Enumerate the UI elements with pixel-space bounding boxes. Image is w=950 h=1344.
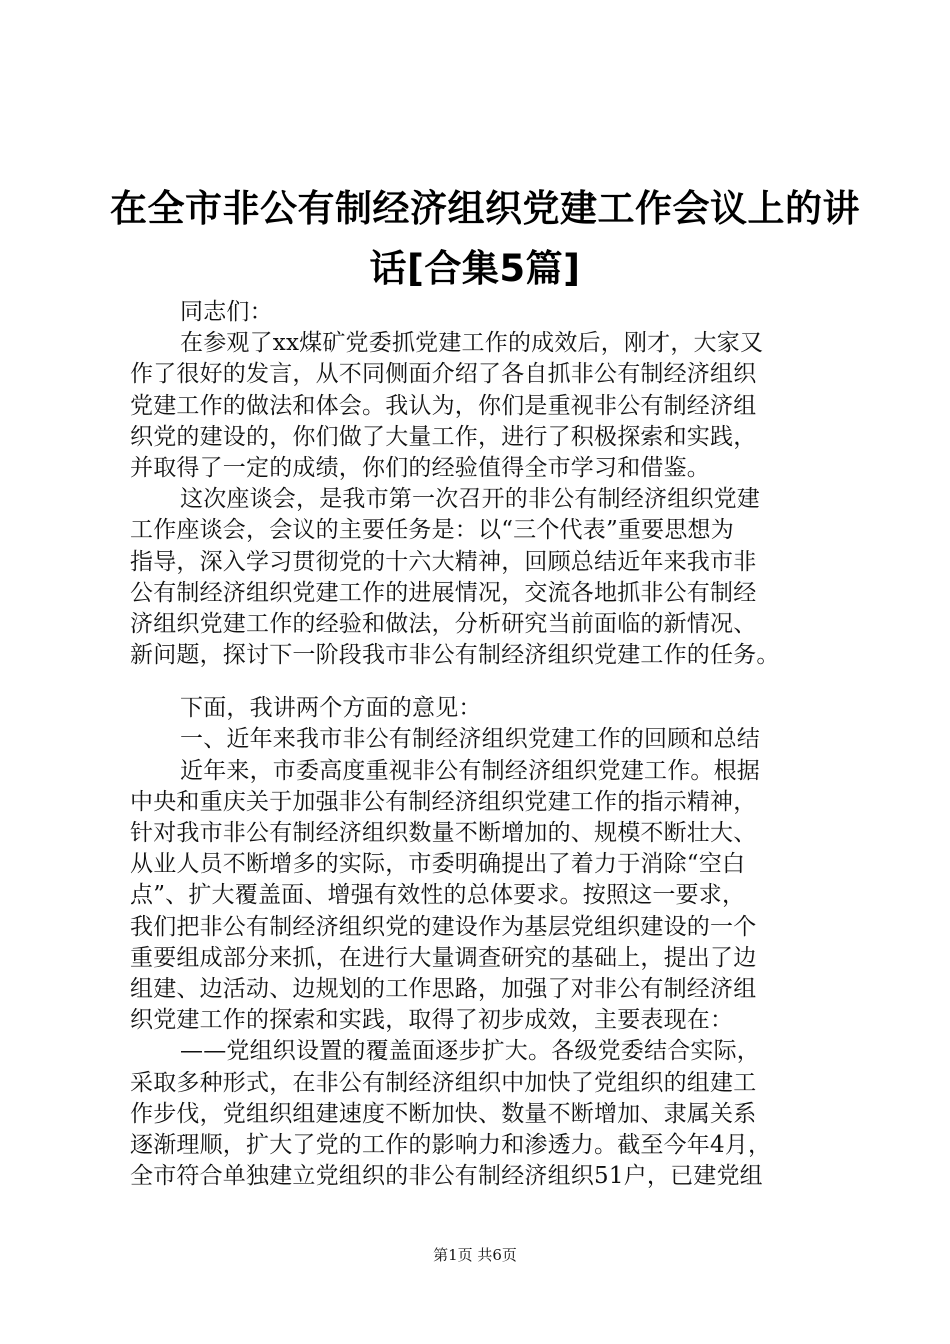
text-line: 作了很好的发言，从不同侧面介绍了各自抓非公有制经济组织	[130, 361, 757, 388]
text-line: 织党的建设的，你们做了大量工作，进行了积极探索和实践，	[130, 423, 757, 450]
document-title-line-1: 在全市非公有制经济组织党建工作会议上的讲	[110, 187, 860, 230]
text-line: 织党建工作的探索和实践，取得了初步成效，主要表现在：	[130, 1007, 734, 1034]
text-line: 组建、边活动、边规划的工作思路，加强了对非公有制经济组	[130, 975, 757, 1002]
text-line: 点”、扩大覆盖面、增强有效性的总体要求。按照这一要求，	[130, 882, 746, 909]
page-footer: 第1页 共6页	[433, 1246, 517, 1264]
text-line: 工作座谈会，会议的主要任务是：以“三个代表”重要思想为	[130, 517, 734, 544]
text-line: 我们把非公有制经济组织党的建设作为基层党组织建设的一个	[130, 913, 757, 940]
text-line: 党建工作的做法和体会。我认为，你们是重视非公有制经济组	[130, 392, 757, 419]
text-line: 中央和重庆关于加强非公有制经济组织党建工作的指示精神，	[130, 788, 757, 815]
text-line: 同志们：	[180, 299, 273, 325]
text-line: 重要组成部分来抓，在进行大量调查研究的基础上，提出了边	[130, 944, 757, 971]
text-line: 新问题，探讨下一阶段我市非公有制经济组织党建工作的任务。	[130, 642, 780, 669]
text-line: 济组织党建工作的经验和做法，分析研究当前面临的新情况、	[130, 610, 757, 637]
text-line: 逐渐理顺，扩大了党的工作的影响力和渗透力。截至今年4月，	[130, 1131, 772, 1158]
document-title-line-2: 话[合集5篇]	[369, 247, 581, 290]
text-line: 下面，我讲两个方面的意见：	[180, 695, 482, 722]
text-line: ——党组织设置的覆盖面逐步扩大。各级党委结合实际，	[180, 1038, 760, 1065]
text-line: 近年来，市委高度重视非公有制经济组织党建工作。根据	[180, 757, 760, 784]
text-line: 从业人员不断增多的实际，市委明确提出了着力于消除“空白	[130, 851, 746, 878]
text-line: 一、近年来我市非公有制经济组织党建工作的回顾和总结	[180, 726, 760, 753]
text-line: 这次座谈会，是我市第一次召开的非公有制经济组织党建	[180, 486, 760, 513]
paragraph-gap	[130, 671, 830, 693]
text-line: 采取多种形式，在非公有制经济组织中加快了党组织的组建工	[130, 1069, 757, 1096]
text-line: 作步伐，党组织组建速度不断加快、数量不断增加、隶属关系	[130, 1100, 757, 1127]
text-line: 全市符合单独建立党组织的非公有制经济组织51户，已建党组	[130, 1163, 763, 1190]
text-line: 针对我市非公有制经济组织数量不断增加的、规模不断壮大、	[130, 820, 757, 846]
text-line: 指导，深入学习贯彻党的十六大精神，回顾总结近年来我市非	[130, 548, 757, 575]
document-body	[130, 297, 830, 1192]
text-line: 并取得了一定的成绩，你们的经验值得全市学习和借鉴。	[130, 454, 710, 481]
text-line: 在参观了xx煤矿党委抓党建工作的成效后，刚才，大家又	[180, 330, 764, 357]
text-line: 公有制经济组织党建工作的进展情况，交流各地抓非公有制经	[130, 579, 757, 606]
